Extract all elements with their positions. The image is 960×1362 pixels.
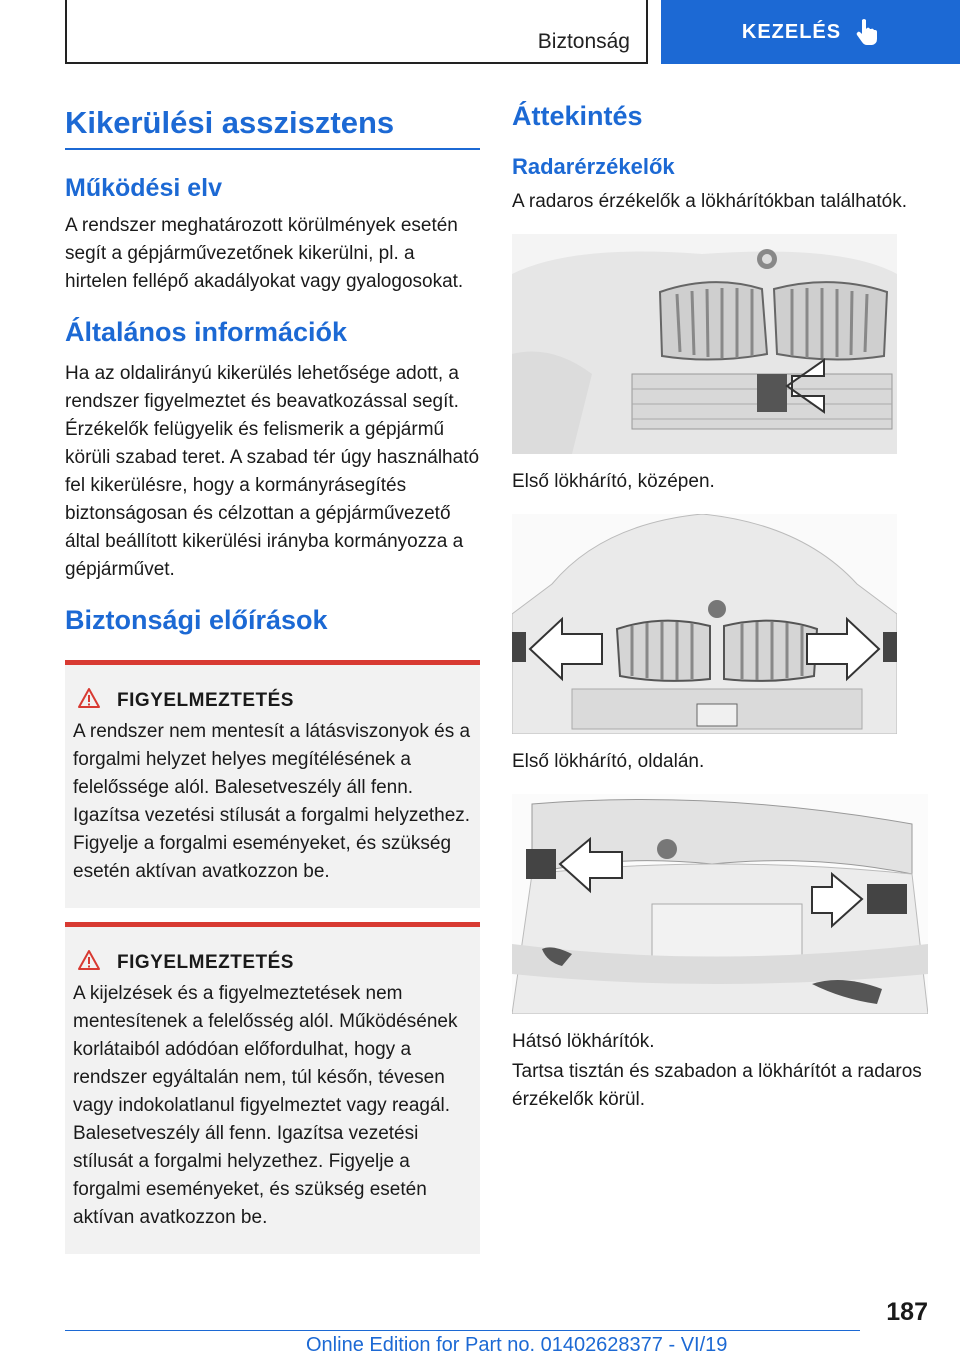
edition-link[interactable]: Online Edition for Part no. 01402628377 - VI/19 (306, 1334, 728, 1356)
warning-triangle-icon (77, 687, 101, 714)
general-heading: Általános információk (65, 317, 348, 347)
page-title: Kikerülési asszisztens (65, 105, 395, 140)
figure-caption: Első lökhárító, oldalán. (512, 751, 705, 772)
closing-text: Tartsa tisztán és szabadon a lökhárítót a radaros érzékelők körül. (512, 1061, 922, 1110)
radar-text: A radaros érzékelők a lökhárítókban találhatók. (512, 191, 908, 212)
section-title: Biztonság (537, 30, 630, 53)
right-column (512, 98, 928, 1132)
rear-figure (512, 794, 928, 1014)
chapter-tab[interactable] (661, 0, 960, 64)
title-rule (65, 148, 480, 150)
left-column (65, 98, 480, 1268)
front-center-figure (512, 234, 928, 454)
warning-triangle-icon (77, 949, 101, 976)
warning-title: FIGYELMEZTETÉS (117, 951, 294, 973)
pointing-hand-icon (855, 18, 879, 46)
warning-box (65, 922, 480, 1254)
warning-box (65, 660, 480, 908)
figure-caption: Első lökhárító, középen. (512, 471, 715, 492)
principle-text: A rendszer meghatározott körülmények esetén segít a gépjárművezetőnek kikerülni, pl. a hirtelen fellépő akadályokat vagy gyalogosokat. (65, 215, 464, 292)
overview-heading: Áttekintés (512, 101, 643, 131)
warning-title: FIGYELMEZTETÉS (117, 689, 294, 711)
principle-heading: Működési elv (65, 174, 222, 202)
page-number: 187 (886, 1298, 928, 1326)
chapter-tab-label: KEZELÉS (741, 20, 842, 43)
general-text: Ha az oldalirányú kikerülés lehetősége adott, a rendszer figyelmeztet és beavatkozással segít. Érzékelők felügyelik és felismerik a gépjármű körüli szabad teret. A szabad tér úgy használható fel kikerülésre, hogy a kormányrásegítés biztonságosan és célzottan a gépjárművezető által beállított kikerülési irányba kormányozza a gépjárművet. (65, 363, 480, 580)
figure-caption: Hátsó lökhárítók. (512, 1031, 655, 1052)
safety-heading: Biztonsági előírások (65, 605, 328, 635)
footer-rule (65, 1330, 860, 1331)
warning-text: A rendszer nem mentesít a látásviszonyok és a forgalmi helyzet helyes megítélésének a felelőssége alól. Balesetveszély áll fenn. Igazítsa vezetési stílusát a forgalmi helyzethez. Figyelje a forgalmi eseményeket, és szükség esetén aktívan avatkozzon be. (73, 721, 471, 882)
warning-text: A kijelzések és a figyelmeztetések nem mentesítenek a felelősség alól. Működésének korlátaiból adódóan előfordulhat, hogy a rendszer egyáltalán nem, túl későn, tévesen vagy indokolatlanul figyelmeztet vagy reagál. Balesetveszély áll fenn. Igazítsa vezetési stílusát a forgalmi helyzethez. Figyelje a forgalmi eseményeket, és szükség esetén aktívan avatkozzon be. (73, 983, 458, 1228)
radar-heading: Radarérzékelők (512, 154, 675, 179)
front-side-figure (512, 514, 928, 734)
